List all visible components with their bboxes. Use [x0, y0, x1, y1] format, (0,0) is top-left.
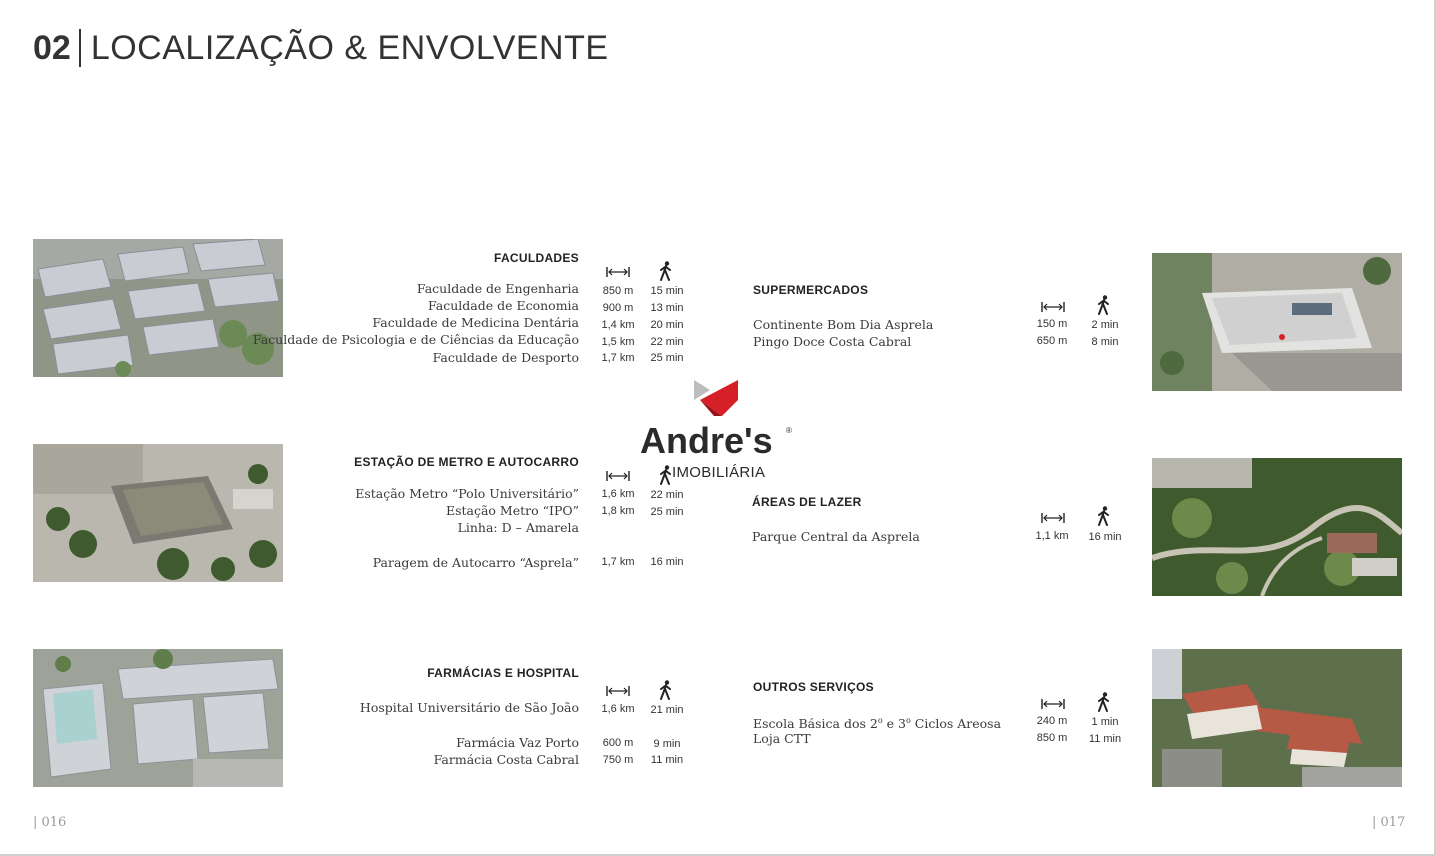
distance-arrows-icon	[606, 470, 630, 482]
outros-servicos-item-distance: 850 m	[1036, 732, 1068, 744]
distance-arrows-icon	[606, 266, 630, 278]
distance-arrows-icon	[1041, 512, 1065, 524]
walking-person-icon	[659, 465, 673, 485]
section-title: LOCALIZAÇÃO & ENVOLVENTE	[90, 29, 609, 67]
logo-mark-icon	[692, 378, 740, 418]
logo-registered: ®	[786, 426, 792, 435]
walking-person-icon	[1097, 295, 1111, 315]
faculdades-item-name: Faculdade de Desporto	[432, 350, 579, 365]
lazer-item-distance: 1,1 km	[1035, 530, 1069, 542]
page-title	[33, 28, 609, 68]
distance-arrows-icon	[606, 685, 630, 697]
metro-item-name: Estação Metro “IPO”	[445, 503, 579, 518]
faculdades-aerial-photo	[33, 239, 283, 377]
ordinal-suffix: o	[905, 716, 911, 725]
school-name-part: e 3	[882, 716, 906, 732]
farmacias-item-name: Farmácia Costa Cabral	[433, 752, 579, 767]
metro-item-distance: 1,6 km	[601, 488, 635, 500]
faculdades-item-time: 15 min	[650, 285, 684, 297]
faculdades-item-name: Faculdade de Economia	[427, 298, 579, 313]
faculdades-item-distance: 1,5 km	[601, 336, 635, 348]
walking-person-icon	[659, 680, 673, 700]
lazer-item-name: Parque Central da Asprela	[752, 529, 920, 544]
metro-heading: ESTAÇÃO DE METRO E AUTOCARRO	[354, 455, 579, 469]
supermercados-item-time: 2 min	[1091, 319, 1119, 331]
metro-item-time: 16 min	[650, 556, 684, 568]
metro-item-distance: 1,8 km	[601, 505, 635, 517]
faculdades-item-name: Faculdade de Psicologia e de Ciências da Educação	[252, 332, 579, 347]
faculdades-item-name: Faculdade de Engenharia	[416, 281, 579, 296]
faculdades-item-distance: 1,4 km	[601, 319, 635, 331]
outros-servicos-item-name: Loja CTT	[753, 731, 811, 746]
distance-arrows-icon	[1041, 301, 1065, 313]
faculdades-item-time: 13 min	[650, 302, 684, 314]
faculdades-item-time: 20 min	[650, 319, 684, 331]
outros-servicos-aerial-photo	[1152, 649, 1402, 787]
ordinal-suffix: o	[877, 716, 883, 725]
farmacias-item-distance: 600 m	[602, 737, 634, 749]
faculdades-item-time: 25 min	[650, 352, 684, 364]
farmacias-heading: FARMÁCIAS E HOSPITAL	[427, 666, 579, 680]
supermercados-item-distance: 650 m	[1036, 335, 1068, 347]
supermercados-aerial-photo	[1152, 253, 1402, 391]
supermercados-heading: SUPERMERCADOS	[753, 283, 869, 297]
faculdades-item-distance: 850 m	[602, 285, 634, 297]
lazer-aerial-photo	[1152, 458, 1402, 596]
faculdades-item-distance: 900 m	[602, 302, 634, 314]
lazer-item-time: 16 min	[1088, 531, 1122, 543]
logo-brand: Andre's	[640, 420, 773, 461]
page-number-right: | 017	[1372, 815, 1406, 830]
faculdades-item-name: Faculdade de Medicina Dentária	[372, 315, 579, 330]
farmacias-item-time: 11 min	[650, 754, 684, 766]
walking-person-icon	[1097, 692, 1111, 712]
outros-servicos-item-time: 1 min	[1091, 716, 1119, 728]
farmacias-item-name: Farmácia Vaz Porto	[456, 735, 579, 750]
faculdades-item-time: 22 min	[650, 336, 684, 348]
outros-servicos-heading: OUTROS SERVIÇOS	[753, 680, 874, 694]
supermercados-item-name: Pingo Doce Costa Cabral	[753, 334, 912, 349]
supermercados-item-distance: 150 m	[1036, 318, 1068, 330]
walking-person-icon	[659, 261, 673, 281]
metro-item-name: Estação Metro “Polo Universitário”	[355, 486, 579, 501]
supermercados-item-name: Continente Bom Dia Asprela	[753, 317, 934, 332]
metro-item-time: 25 min	[650, 506, 684, 518]
farmacias-item-time: 9 min	[653, 738, 681, 750]
metro-item-distance: 1,7 km	[601, 556, 635, 568]
farmacias-item-distance: 750 m	[602, 754, 634, 766]
walking-person-icon	[1097, 506, 1111, 526]
hospital-aerial-photo	[33, 649, 283, 787]
page-number-left: | 016	[33, 815, 67, 830]
farmacias-item-time: 21 min	[650, 704, 684, 716]
metro-line-label: Linha: D – Amarela	[457, 520, 579, 535]
farmacias-item-name: Hospital Universitário de São João	[359, 700, 579, 715]
outros-servicos-item-distance: 240 m	[1036, 715, 1068, 727]
lazer-heading: ÁREAS DE LAZER	[752, 495, 862, 509]
faculdades-heading: FACULDADES	[493, 251, 579, 265]
school-name-part: Ciclos Areosa	[910, 716, 1002, 732]
school-name-part: Escola Básica dos 2	[753, 716, 878, 732]
faculdades-item-distance: 1,7 km	[601, 352, 635, 364]
logo-subtitle: IMOBILIÁRIA	[672, 464, 766, 481]
section-number: 02	[33, 29, 71, 67]
distance-arrows-icon	[1041, 698, 1065, 710]
farmacias-item-distance: 1,6 km	[601, 703, 635, 715]
title-divider	[79, 29, 81, 67]
outros-servicos-item-time: 11 min	[1088, 733, 1122, 745]
metro-item-name: Paragem de Autocarro “Asprela”	[372, 555, 579, 570]
metro-aerial-photo	[33, 444, 283, 582]
metro-item-time: 22 min	[650, 489, 684, 501]
supermercados-item-time: 8 min	[1091, 336, 1119, 348]
